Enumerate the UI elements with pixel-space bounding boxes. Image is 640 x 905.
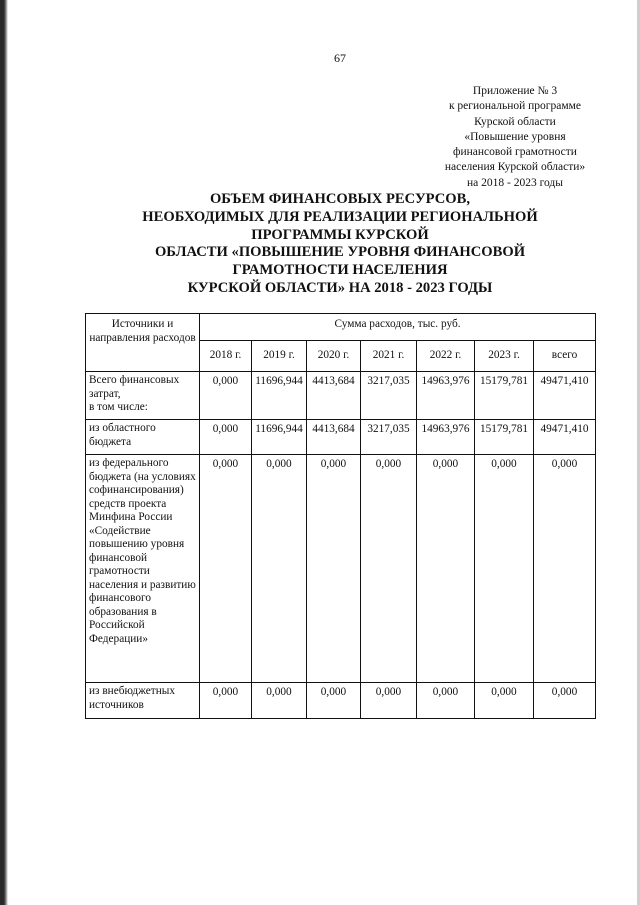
year-header: 2020 г. [307,341,361,372]
title-line: КУРСКОЙ ОБЛАСТИ» НА 2018 - 2023 ГОДЫ [187,279,493,296]
cell-value: 0,000 [361,683,417,719]
budget-table [85,313,596,719]
cell-value: 49471,410 [534,420,596,455]
cell-value: 11696,944 [252,420,307,455]
cell-value: 0,000 [307,455,361,683]
table-row [86,683,596,719]
cell-value: 0,000 [200,420,252,455]
appendix-note [430,84,600,191]
appendix-line: «Повышение уровня [464,130,566,143]
sum-column-header: Сумма расходов, тыс. руб. [200,314,596,341]
total-header: всего [534,341,596,372]
cell-value: 0,000 [252,683,307,719]
row-label: из областного бюджета [86,420,200,455]
appendix-line: Приложение № 3 [472,85,558,97]
table-row [86,455,596,683]
cell-value: 3217,035 [361,372,417,420]
appendix-line: на 2018 - 2023 годы [466,176,563,189]
cell-value: 0,000 [475,455,534,683]
cell-value: 0,000 [200,372,252,420]
year-header: 2021 г. [361,341,417,372]
cell-value: 4413,684 [307,372,361,420]
year-header: 2023 г. [475,341,534,372]
title-line: ОБЛАСТИ «ПОВЫШЕНИЕ УРОВНЯ ФИНАНСОВОЙ [154,244,526,261]
source-column-header: Источники и направления расходов [86,314,200,372]
appendix-line: финансовой грамотности [453,146,577,159]
row-label: из внебюджетных источников [86,683,200,719]
cell-value: 0,000 [307,683,361,719]
appendix-line: населения Курской области» [444,161,586,174]
cell-value: 15179,781 [475,372,534,420]
document-title [100,191,580,298]
appendix-line: к региональной программе [448,100,582,113]
year-header: 2022 г. [417,341,475,372]
year-header: 2018 г. [200,341,252,372]
appendix-line: Курской области [474,115,556,128]
page-number: 67 [334,51,346,65]
title-line: НЕОБХОДИМЫХ ДЛЯ РЕАЛИЗАЦИИ РЕГИОНАЛЬНОЙ [142,208,538,225]
table-row [86,372,596,420]
table-row [86,420,596,455]
title-line: ПРОГРАММЫ КУРСКОЙ [251,226,429,243]
cell-value: 0,000 [534,683,596,719]
cell-value: 15179,781 [475,420,534,455]
cell-value: 0,000 [417,455,475,683]
cell-value: 0,000 [252,455,307,683]
title-line: ГРАМОТНОСТИ НАСЕЛЕНИЯ [232,262,448,279]
cell-value: 4413,684 [307,420,361,455]
cell-value: 0,000 [361,455,417,683]
cell-value: 0,000 [534,455,596,683]
year-header: 2019 г. [252,341,307,372]
scan-edge-shadow [0,0,8,905]
cell-value: 14963,976 [417,372,475,420]
cell-value: 49471,410 [534,372,596,420]
row-label: Всего финансовых затрат, в том числе: [86,372,200,420]
row-label: из федерального бюджета (на условиях софинансирования) средств проекта Минфина России «Содействие повышению уровня финансовой грамотности населения и развитию финансового образования в Российской Федерации» [86,455,200,683]
cell-value: 0,000 [200,683,252,719]
cell-value: 0,000 [417,683,475,719]
cell-value: 0,000 [200,455,252,683]
cell-value: 3217,035 [361,420,417,455]
title-line: ОБЪЕМ ФИНАНСОВЫХ РЕСУРСОВ, [209,191,471,207]
cell-value: 0,000 [475,683,534,719]
cell-value: 14963,976 [417,420,475,455]
cell-value: 11696,944 [252,372,307,420]
